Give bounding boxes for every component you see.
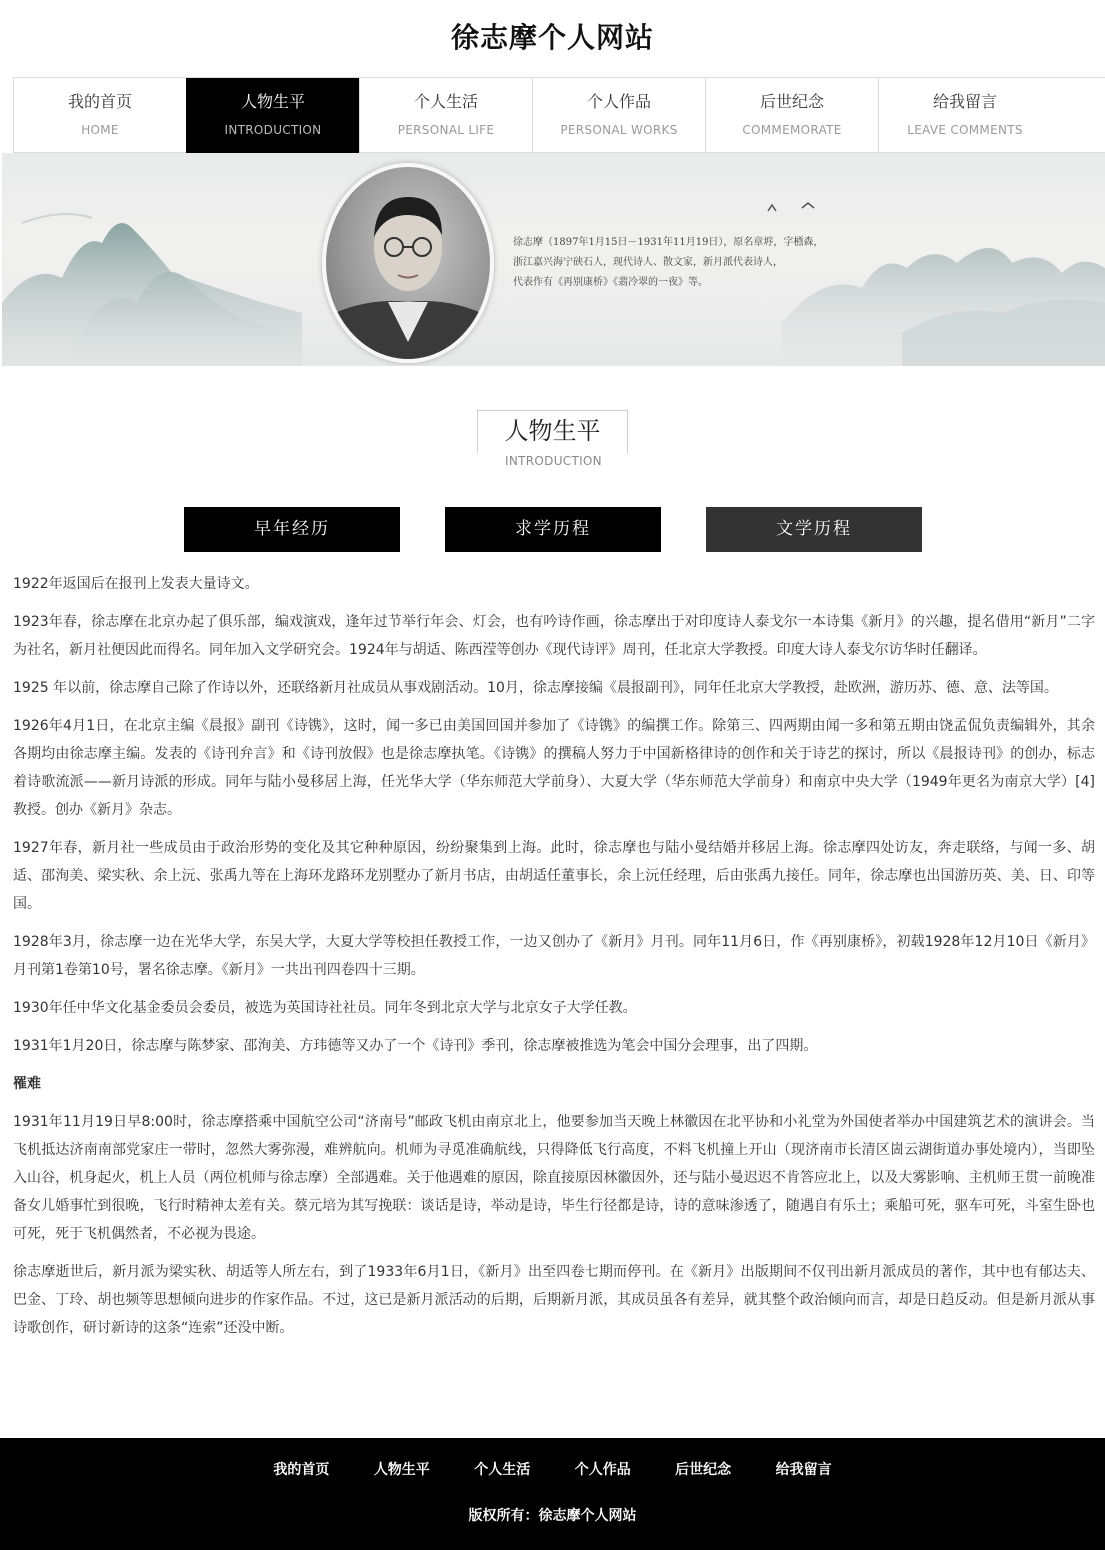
- article-paragraph: 徐志摩逝世后，新月派为梁实秋、胡适等人所左右，到了1933年6月1日，《新月》出至四卷七期而停刊。在《新月》出版期间不仅刊出新月派成员的著作，其中也有郁达夫、巴金、丁玲、胡也频等思想倾向进步的作家作品。不过，这已是新月派活动的后期，后期新月派，其成员虽各有差异，就其整个政治倾向而言，却是日趋反动。但是新月派从事诗歌创作，研讨新诗的这条“连索”还没中断。: [13, 1264, 1095, 1336]
- nav-item-personal-life[interactable]: [359, 78, 532, 153]
- banner-intro-text: [513, 233, 853, 293]
- article-paragraph: 1926年4月1日，在北京主编《晨报》副刊《诗镌》，这时，闻一多已由美国回国并参加了《诗镌》的编撰工作。除第三、四两期由闻一多和第五期由饶孟侃负责编辑外，其余各期均由徐志摩主编。发表的《诗刊弁言》和《诗刊放假》也是徐志摩执笔。《诗镌》的撰稿人努力于中国新格律诗的创作和关于诗艺的探讨，所以《晨报诗刊》的创办，标志着诗歌流派——新月诗派的形成。同年与陆小曼移居上海，任光华大学（华东师范大学前身）、大夏大学（华东师范大学前身）和南京中央大学（1949年更名为南京大学）[4]教授。创办《新月》杂志。: [13, 718, 1095, 818]
- nav-sublabel: PERSONAL LIFE: [397, 123, 495, 137]
- article-paragraph: 1931年11月19日早8:00时，徐志摩搭乘中国航空公司“济南号”邮政飞机由南京北上，他要参加当天晚上林徽因在北平协和小礼堂为外国使者举办中国建筑艺术的演讲会。当飞机抵达济南南部党家庄一带时，忽然大雾弥漫，难辨航向。机师为寻觅准确航线，只得降低飞行高度，不料飞机撞上开山（现济南市长清区崮云湖街道办事处境内），当即坠入山谷，机身起火，机上人员（两位机师与徐志摩）全部遇难。关于他遇难的原因，除直接原因林徽因外，还与陆小曼迟迟不肯答应北上，以及大雾影响、主机师王贯一前晚准备女儿婚事忙到很晚，飞行时精神太差有关。蔡元培为其写挽联：谈话是诗，举动是诗，毕生行径都是诗，诗的意味渗透了，随遇自有乐土；乘船可死，驱车可死，斗室生卧也可死，死于飞机偶然者，不必视为畏途。: [13, 1114, 1095, 1242]
- nav-item-commemorate[interactable]: [705, 78, 878, 153]
- footer-link-personal-works[interactable]: 个人作品: [574, 1462, 631, 1478]
- nav-label: 后世纪念: [759, 92, 824, 111]
- footer-link-home[interactable]: 我的首页: [273, 1462, 330, 1478]
- site-footer: [0, 1438, 1105, 1550]
- article-paragraph: 1923年春，徐志摩在北京办起了俱乐部，编戏演戏，逢年过节举行年会、灯会，也有吟诗作画，徐志摩出于对印度诗人泰戈尔一本诗集《新月》的兴趣，提名借用“新月”二字为社名，新月社便因此而得名。同年加入文学研究会。1924年与胡适、陈西滢等创办《现代诗评》周刊，任北京大学教授。印度大诗人泰戈尔访华时任翻译。: [13, 614, 1095, 658]
- section-tabs: [0, 507, 1105, 552]
- hero-banner: [2, 153, 1105, 366]
- footer-link-leave-comments[interactable]: 给我留言: [775, 1462, 832, 1478]
- nav-item-home[interactable]: [13, 78, 186, 153]
- intro-line: 浙江嘉兴海宁硖石人，现代诗人、散文家，新月派代表诗人，: [513, 257, 783, 268]
- portrait-photo: [322, 163, 494, 363]
- nav-sublabel: COMMEMORATE: [742, 123, 842, 137]
- copyright-text: 版权所有：徐志摩个人网站: [468, 1508, 637, 1524]
- nav-label: 人物生平: [240, 92, 305, 111]
- site-title: 徐志摩个人网站: [450, 21, 654, 54]
- section-heading: [477, 410, 628, 468]
- article-subheading: 罹难: [13, 1076, 41, 1092]
- footer-link-personal-life[interactable]: 个人生活: [474, 1462, 531, 1478]
- section-subtitle: INTRODUCTION: [468, 453, 639, 469]
- nav-item-leave-comments[interactable]: [878, 78, 1051, 153]
- article-paragraph: 1927年春，新月社一些成员由于政治形势的变化及其它种种原因，纷纷聚集到上海。此时，徐志摩也与陆小曼结婚并移居上海。徐志摩四处访友，奔走联络，与闻一多、胡适、邵洵美、梁实秋、余上沅、张禹九等在上海环龙路环龙别墅办了新月书店，由胡适任董事长，余上沅任经理，后由张禹九接任。同年，徐志摩也出国游历英、美、日、印等国。: [13, 840, 1095, 912]
- main-nav: [13, 77, 1105, 153]
- footer-link-commemorate[interactable]: 后世纪念: [675, 1462, 732, 1478]
- tab-education[interactable]: 求学历程: [445, 507, 661, 552]
- intro-line: 代表作有《再别康桥》《翡冷翠的一夜》等。: [513, 277, 708, 288]
- nav-label: 我的首页: [67, 92, 132, 111]
- article-body: [13, 570, 1095, 1352]
- nav-item-introduction[interactable]: [186, 78, 359, 153]
- nav-sublabel: HOME: [81, 123, 119, 137]
- article-paragraph: 1928年3月，徐志摩一边在光华大学，东吴大学，大夏大学等校担任教授工作，一边又创办了《新月》月刊。同年11月6日，作《再别康桥》，初载1928年12月10日《新月》月刊第1卷第10号，署名徐志摩。《新月》一共出刊四卷四十三期。: [13, 934, 1095, 978]
- article-paragraph: 1925 年以前，徐志摩自己除了作诗以外，还联络新月社成员从事戏剧活动。10月，徐志摩接编《晨报副刊》，同年任北京大学教授，赴欧洲，游历苏、德、意、法等国。: [13, 680, 1058, 696]
- article-paragraph: 1922年返国后在报刊上发表大量诗文。: [13, 576, 259, 592]
- article-paragraph: 1930年任中华文化基金委员会委员，被选为英国诗社社员。同年冬到北京大学与北京女子大学任教。: [13, 1000, 637, 1016]
- nav-label: 个人生活: [413, 92, 478, 111]
- tab-early-life[interactable]: 早年经历: [184, 507, 400, 552]
- article-paragraph: 1931年1月20日，徐志摩与陈梦家、邵洵美、方玮德等又办了一个《诗刊》季刊，徐志摩被推选为笔会中国分会理事，出了四期。: [13, 1038, 818, 1054]
- footer-link-introduction[interactable]: 人物生平: [373, 1462, 430, 1478]
- nav-label: 给我留言: [932, 92, 997, 111]
- tab-literary-career[interactable]: 文学历程: [706, 507, 922, 552]
- section-title: 人物生平: [504, 417, 601, 445]
- nav-item-personal-works[interactable]: [532, 78, 705, 153]
- nav-sublabel: LEAVE COMMENTS: [907, 123, 1023, 137]
- footer-nav: [0, 1460, 1105, 1480]
- nav-sublabel: INTRODUCTION: [224, 123, 322, 137]
- nav-sublabel: PERSONAL WORKS: [560, 123, 678, 137]
- intro-line: 徐志摩（1897年1月15日－1931年11月19日），原名章垿，字槱森，: [513, 237, 824, 248]
- nav-label: 个人作品: [586, 92, 651, 111]
